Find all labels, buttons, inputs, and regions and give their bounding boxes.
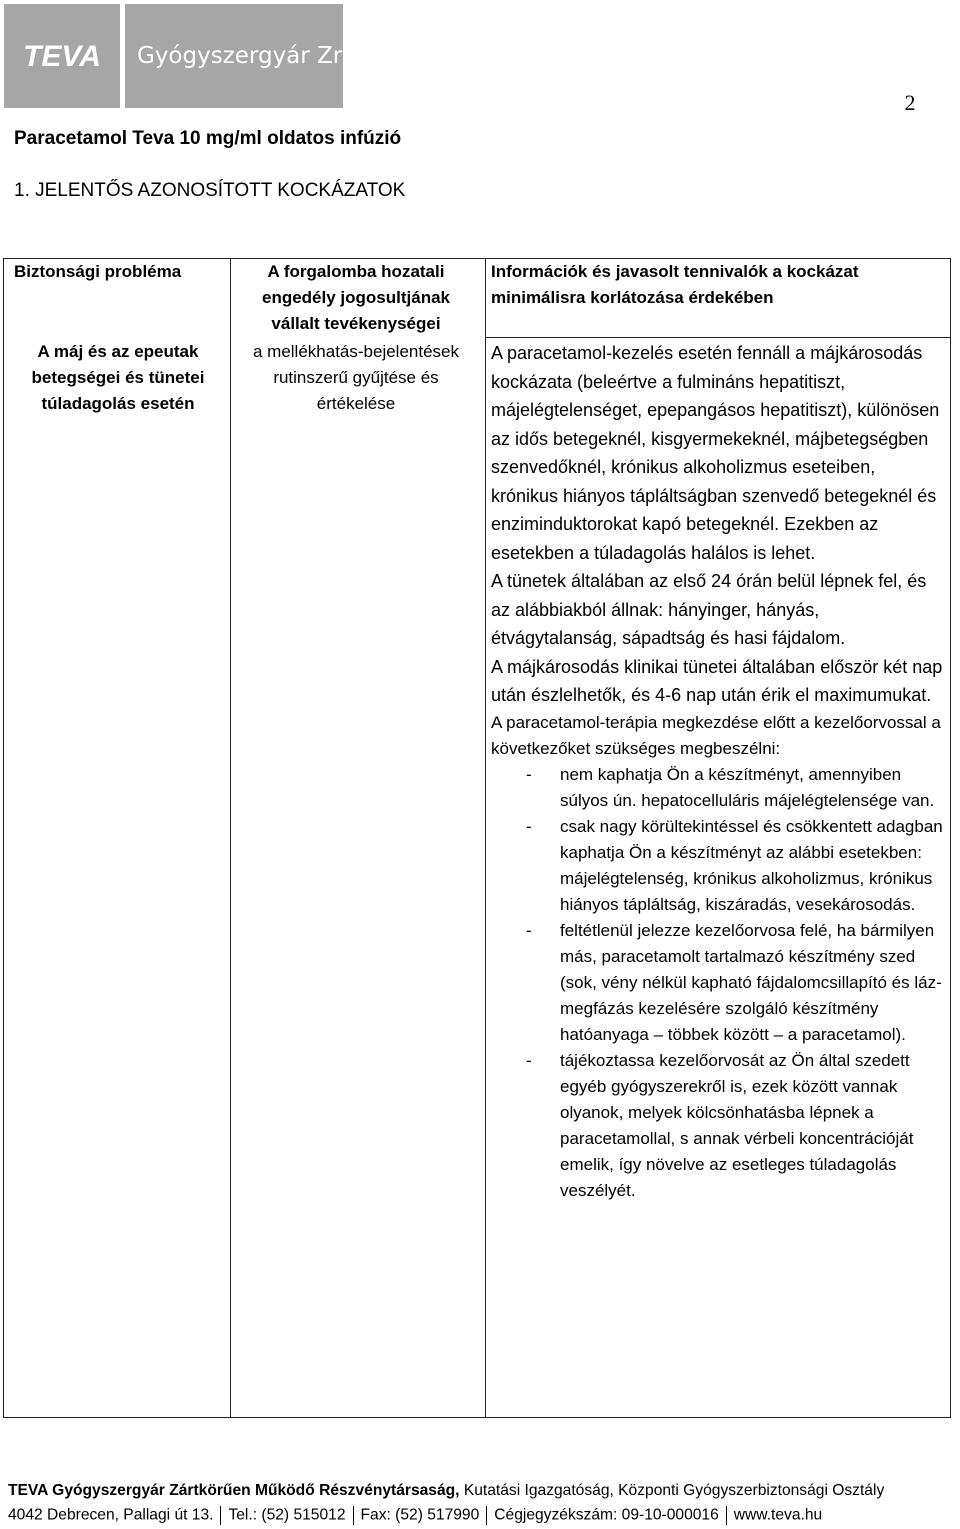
list-item-text: csak nagy körültekintéssel és csökkentett adagban kaphatja Ön a készítményt az alábbi esetekben: májelégtelenség, krónikus alkoholizmus, krónikus hiányos tápláltság, kiszáradás, vesekárosodás. — [560, 816, 943, 914]
list-item-text: tájékoztassa kezelőorvosát az Ön által szedett egyéb gyógyszerekről is, ezek között vannak olyanok, melyek kölcsönhatásba lépnek a paracetamollal, s annak vérbeli koncentrációját emelik, így növelve az esetleges túladagolás veszélyét. — [560, 1050, 914, 1200]
footer-address: 4042 Debrecen, Pallagi út 13. — [8, 1506, 214, 1524]
footer-line-1 — [8, 1482, 884, 1500]
footer-separator — [353, 1506, 354, 1525]
footer-website[interactable]: www.teva.hu — [733, 1506, 823, 1524]
company-name-logo: Gyógyszergyár Zrt. — [125, 4, 343, 108]
list-item-text: nem kaphatja Ön a készítményt, amennyiben súlyos ún. hepatocelluláris májelégtelensége van. — [560, 764, 935, 810]
footer-separator — [486, 1506, 487, 1525]
risk-table — [3, 258, 951, 1418]
header-mah-activities: A forgalomba hozatali engedély jogosultjának vállalt tevékenységei — [262, 262, 450, 333]
info-paragraph-risk: A paracetamol-kezelés esetén fennáll a májkárosodás kockázata (beleértve a fulmináns hepatitiszt, májelégtelenséget, epepangásos hepatitiszt), különösen az idős betegeknél, kisgyermekeknél, májbetegségben szenvedőknél, krónikus alkoholizmus eseteiben, krónikus hiányos tápláltságban szenvedő betegeknél és enziminduktorokat kapó betegeknél. Ezekben az esetekben a túladagolás halálos is lehet. — [491, 343, 940, 563]
header-information: Információk és javasolt tennivalók a kockázat minimálisra korlátozása érdekében — [491, 262, 859, 307]
teva-logo-text: TEVA — [23, 40, 101, 73]
list-marker: - — [526, 920, 532, 940]
list-item-text: feltétlenül jelezze kezelőorvosa felé, ha bármilyen más, paracetamolt tartalmazó készítmény szed (sok, vény nélkül kapható fájdalomcsillapító és láz-megfázás kezelésére szolgáló készítmény hatóanyaga – többek között – a paracetamol). — [560, 920, 942, 1044]
list-item — [491, 814, 943, 918]
header-safety-problem: Biztonsági probléma — [14, 262, 182, 281]
info-paragraph-liver-signs: A májkárosodás klinikai tünetei általában először két nap után észlelhetők, és 4-6 nap után érik el maximumukat. — [491, 656, 943, 705]
list-marker: - — [526, 1050, 532, 1070]
footer-registry: Cégjegyzékszám: 09-10-000016 — [494, 1506, 719, 1524]
info-paragraph-symptoms: A tünetek általában az első 24 órán belül lépnek fel, és az alábbiakból állnak: hányinger, hányás, étvágytalanság, sápadtság és hasi fájdalom. — [491, 571, 927, 648]
teva-logo-icon — [4, 4, 120, 108]
table-divider-2 — [485, 259, 486, 1417]
page-number: 2 — [904, 90, 916, 115]
footer-separator — [220, 1506, 221, 1525]
footer-line-2 — [8, 1506, 822, 1525]
information-cell — [491, 339, 943, 1204]
table-divider-1 — [230, 259, 231, 1417]
footer-department: Kutatási Igazgatóság, Központi Gyógyszerbiztonsági Osztály — [463, 1482, 885, 1499]
document-title: Paracetamol Teva 10 mg/ml oldatos infúzió — [14, 128, 402, 149]
safety-problem-cell: A máj és az epeutak betegségei és tünetei túladagolás esetén — [31, 342, 205, 413]
footer-company: TEVA Gyógyszergyár Zártkörűen Működő Részvénytársaság, — [8, 1482, 460, 1499]
teva-logo — [4, 4, 120, 108]
table-header-divider — [485, 337, 950, 338]
footer-fax: Fax: (52) 517990 — [360, 1506, 480, 1524]
mah-activities-cell: a mellékhatás-bejelentések rutinszerű gyűjtése és értékelése — [252, 342, 459, 413]
section-title: 1. JELENTŐS AZONOSÍTOTT KOCKÁZATOK — [14, 180, 406, 201]
list-marker: - — [526, 764, 532, 784]
list-marker: - — [526, 816, 532, 836]
info-intro: A paracetamol-terápia megkezdése előtt a kezelőorvossal a következőket szükséges megbeszélni: — [491, 712, 941, 758]
footer-separator — [726, 1506, 727, 1525]
list-item — [491, 918, 943, 1048]
list-item — [491, 1048, 943, 1204]
footer-phone: Tel.: (52) 515012 — [228, 1506, 346, 1524]
info-list — [491, 762, 943, 1204]
list-item — [491, 762, 943, 814]
